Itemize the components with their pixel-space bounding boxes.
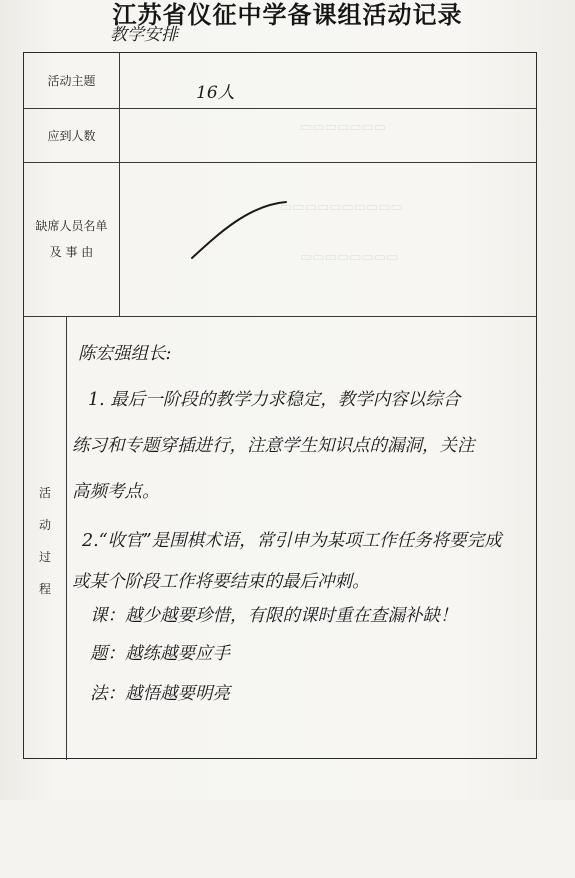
process-line: 课：越少越要珍惜，有限的课时重在查漏补缺！ [90,606,458,626]
process-line: 陈宏强组长: [78,344,172,364]
process-line: 题：越练越要应手 [90,644,230,664]
label-topic: 活动主题 [24,53,120,108]
show-through-mark: ▭▭▭▭▭▭▭ [300,120,386,135]
label-attendance: 应到人数 [24,108,120,162]
label-absent-line1: 缺席人员名单 [35,219,108,233]
none-slash-mark [190,150,288,260]
topic-value: 教学安排 [110,25,178,45]
process-line: 或某个阶段工作将要结束的最后冲刺。 [72,572,370,592]
label-process-char: 过 [38,550,51,564]
label-process-char: 程 [38,582,51,596]
process-line: 高频考点。 [72,482,160,502]
page-title: 江苏省仪征中学备课组活动记录 [112,0,463,29]
show-through-mark: ▭▭▭▭▭▭▭▭ [300,250,399,265]
process-line: 2.“收官”是围棋术语，常引申为某项工作任务将要完成 [82,531,502,551]
process-line: 1. 最后一阶段的教学力求稳定，教学内容以综合 [88,390,461,410]
process-content [56,282,526,752]
attendance-value: 16人 [196,83,235,103]
process-line: 练习和专题穿插进行，注意学生知识点的漏洞，关注 [72,436,475,456]
label-process-char: 动 [38,518,51,532]
show-through-mark: ▭▭▭▭▭▭▭▭▭▭ [280,200,403,215]
label-absent-line2: 及 事 由 [49,245,94,259]
row-topic [24,53,536,109]
label-process-char: 活 [38,486,51,500]
process-line: 法：越悟越要明亮 [90,684,230,704]
